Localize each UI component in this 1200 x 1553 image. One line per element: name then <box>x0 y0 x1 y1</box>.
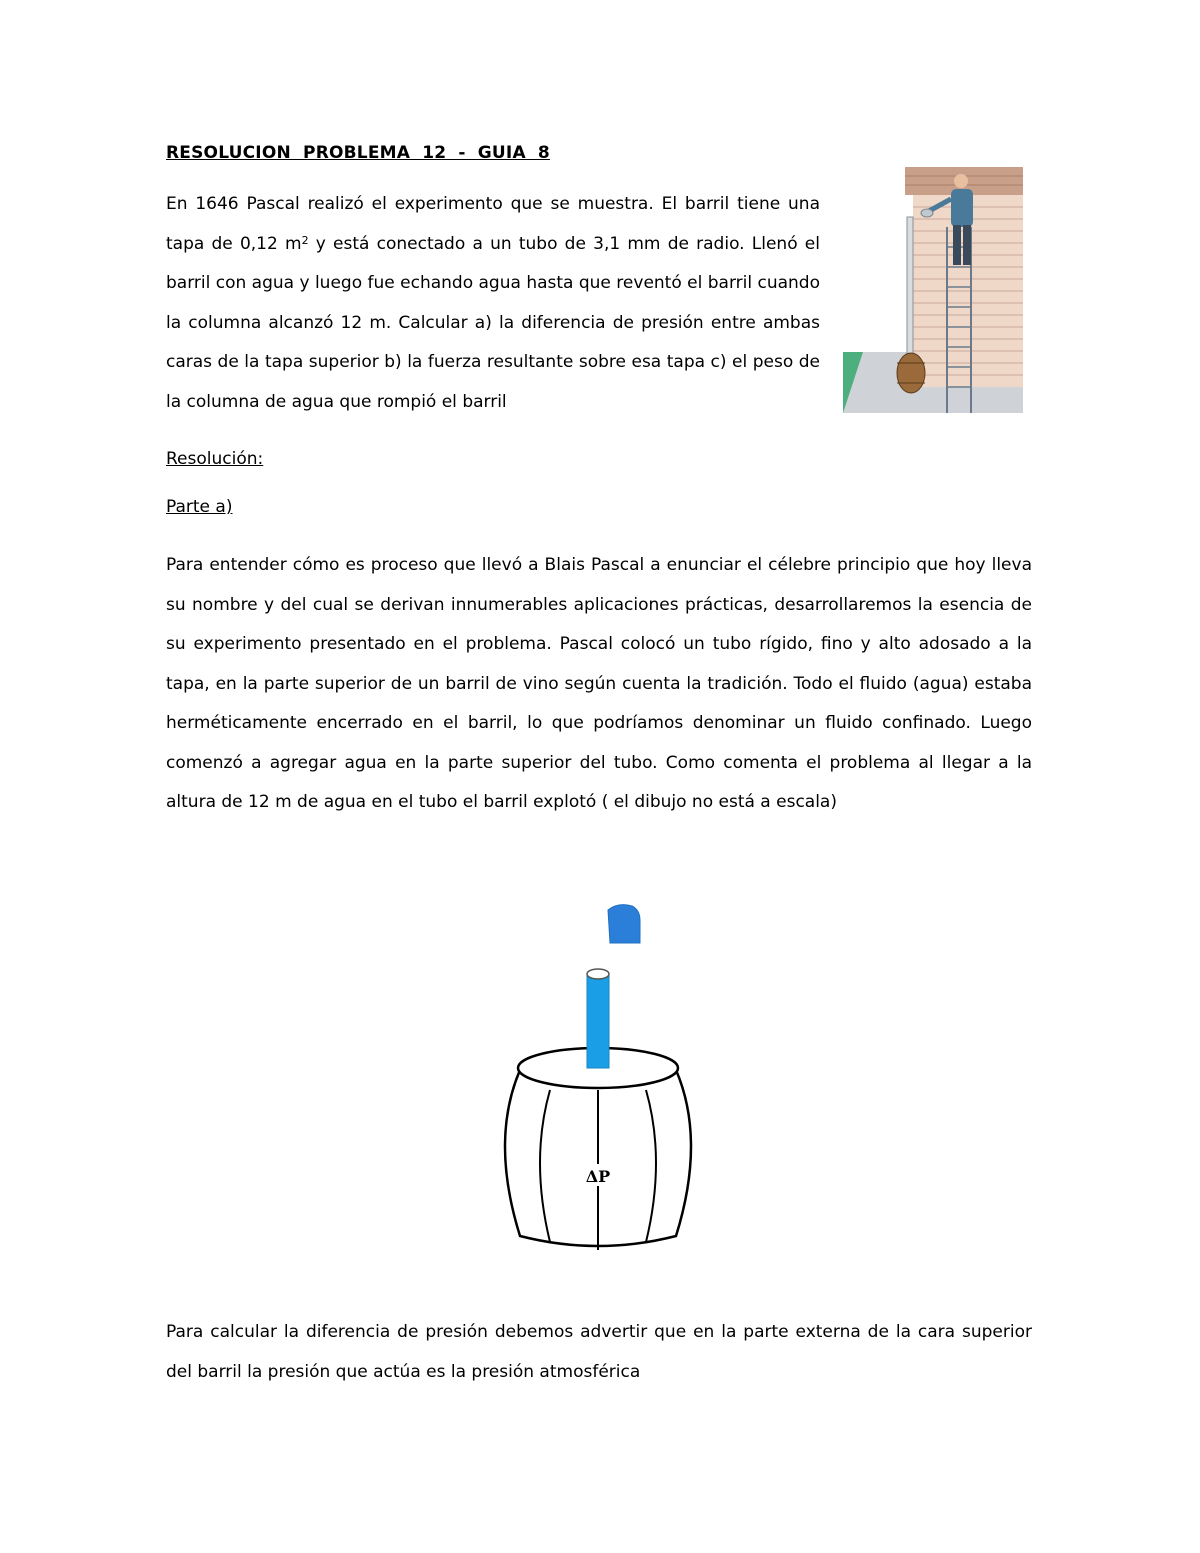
part-a-heading: Parte a) <box>166 497 233 517</box>
blue-tube <box>587 974 609 1068</box>
resolution-heading: Resolución: <box>166 449 264 469</box>
explanation-text: Para entender cómo es proceso que llevó a Blais Pascal a enunciar el célebre principio que hoy lleva su nombre y del cual se derivan innumerables aplicaciones prácticas, desarrollaremos la esencia de su experimento presentado en el problema. Pascal colocó un tubo rígido, fino y alto adosado a la tapa, en la parte superior de un barril de vino según cuenta la tradición. Todo el fluido (agua) estaba herméticamente encerrado en el barril, lo que podríamos denominar un fluido confinado. Luego comenzó a agregar agua en la parte superior del tubo. Como comenta el problema al llegar a la altura de 12 m de agua en el tubo el barril explotó ( el dibujo no está a escala) <box>166 555 1032 812</box>
explanation-paragraph <box>166 546 1032 823</box>
pressure-paragraph <box>166 1313 1032 1392</box>
document-title: RESOLUCION PROBLEMA 12 - GUIA 8 <box>166 143 550 163</box>
water-drop <box>608 905 640 943</box>
pascal-experiment-illustration <box>843 167 1023 413</box>
pressure-text: Para calcular la diferencia de presión debemos advertir que en la parte externa de la cara superior del barril la presión que actúa es la presión atmosférica <box>166 1322 1032 1382</box>
pressure-difference-label: ΔP <box>585 1167 611 1186</box>
tube-opening <box>587 969 609 979</box>
problem-text-end: y está conectado a un tubo de 3,1 mm de radio. Llenó el barril con agua y luego fue echando agua hasta que reventó el barril cuando la columna alcanzó 12 m. Calcular a) la diferencia de presión entre ambas caras de la tapa superior b) la fuerza resultante sobre esa tapa c) el peso de la columna de agua que rompió el barril <box>166 233 820 412</box>
problem-text <box>166 185 820 422</box>
barrel-diagram <box>490 900 710 1260</box>
problem-text-start: En 1646 Pascal realizó el experimento que se muestra. El barril tiene una tapa de 0,12 m <box>166 194 820 254</box>
squared-superscript: 2 <box>301 233 309 247</box>
problem-statement <box>166 185 820 422</box>
